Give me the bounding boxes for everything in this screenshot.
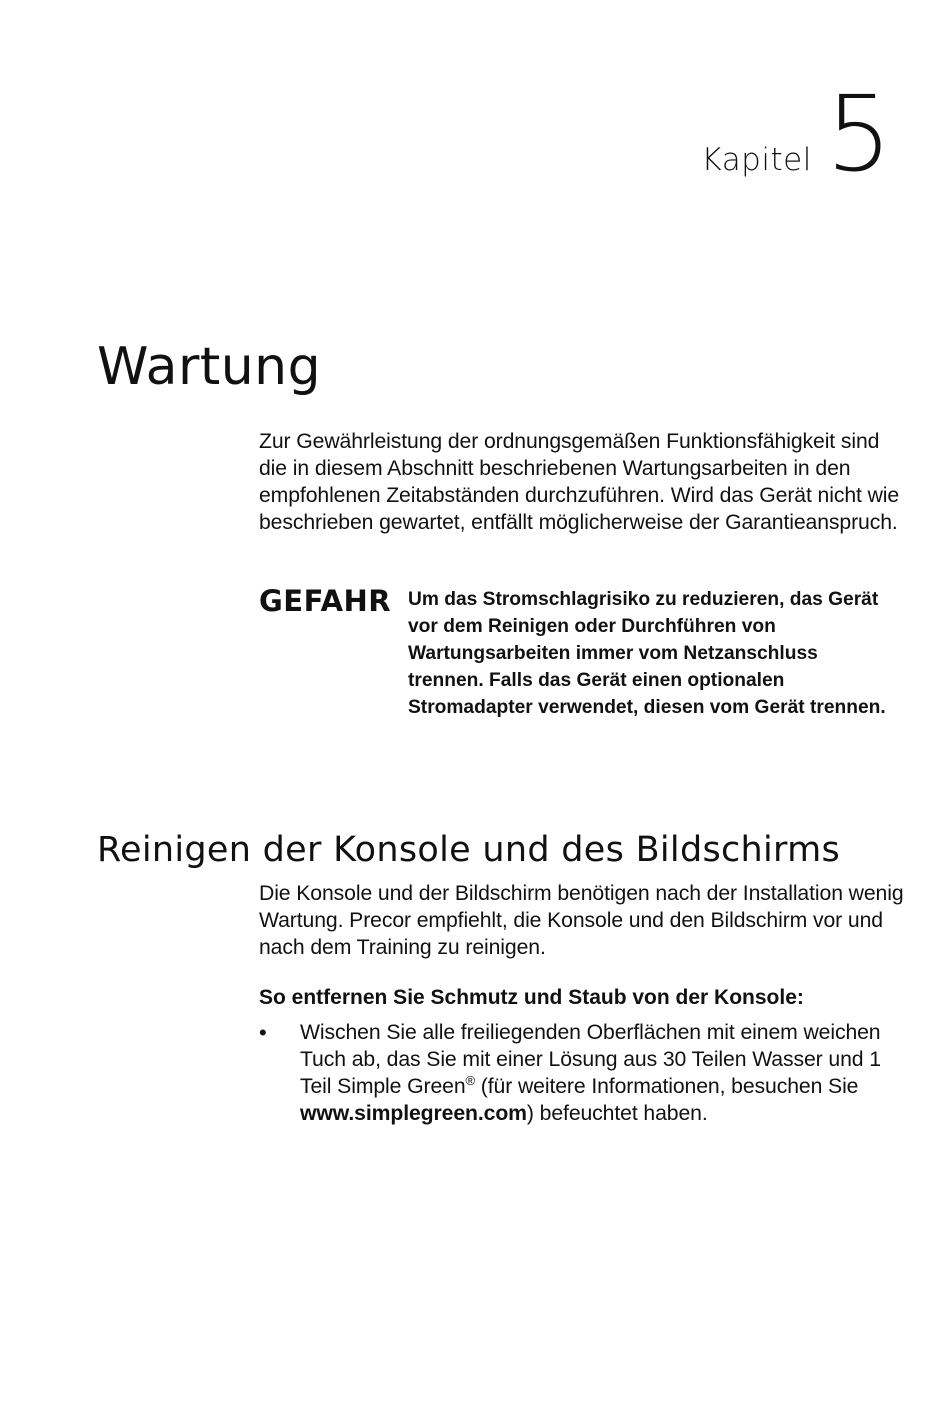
bullet-icon: • (259, 1020, 267, 1045)
website-link[interactable]: www.simplegreen.com (300, 1102, 527, 1125)
bullet-text-before: Wischen Sie alle freiliegenden Oberflächen mit einem weichen Tuch ab, das Sie mit einer Lösung aus 30 Teilen Wasser und 1 Teil Simple Green (300, 1021, 881, 1098)
registered-mark: ® (465, 1072, 475, 1088)
bullet-text-after: ) befeuchtet haben. (526, 1102, 708, 1125)
chapter-header (701, 73, 892, 195)
list-item (259, 1019, 899, 1127)
instruction-list (259, 1019, 899, 1127)
danger-label: GEFAHR (259, 584, 392, 618)
danger-text: Um das Stromschlagrisiko zu reduzieren, das Gerät vor dem Reinigen oder Durchführen von Wartungsarbeiten immer vom Netzanschluss trennen. Falls das Gerät einen optionalen Stromadapter verwendet, diesen vom Gerät trennen. (408, 589, 886, 718)
section-intro-paragraph: Die Konsole und der Bildschirm benötigen nach der Installation wenig Wartung. Precor empfiehlt, die Konsole und den Bildschirm vor und nach dem Training zu reinigen. (259, 882, 904, 959)
chapter-label: Kapitel (701, 142, 812, 178)
chapter-number: 5 (825, 73, 892, 195)
bullet-text-middle: (für weitere Informationen, besuchen Sie (475, 1075, 859, 1098)
page-title: Wartung (97, 337, 322, 397)
intro-paragraph: Zur Gewährleistung der ordnungsgemäßen Funktionsfähigkeit sind die in diesem Abschnitt beschriebenen Wartungsarbeiten in den empfohlenen Zeitabständen durchzuführen. Wird das Gerät nicht wie beschrieben gewartet, entfällt möglicherweise der Garantieanspruch. (259, 430, 900, 534)
section-heading: Reinigen der Konsole und des Bildschirms (97, 830, 841, 870)
procedure-heading: So entfernen Sie Schmutz und Staub von der Konsole: (259, 986, 804, 1009)
